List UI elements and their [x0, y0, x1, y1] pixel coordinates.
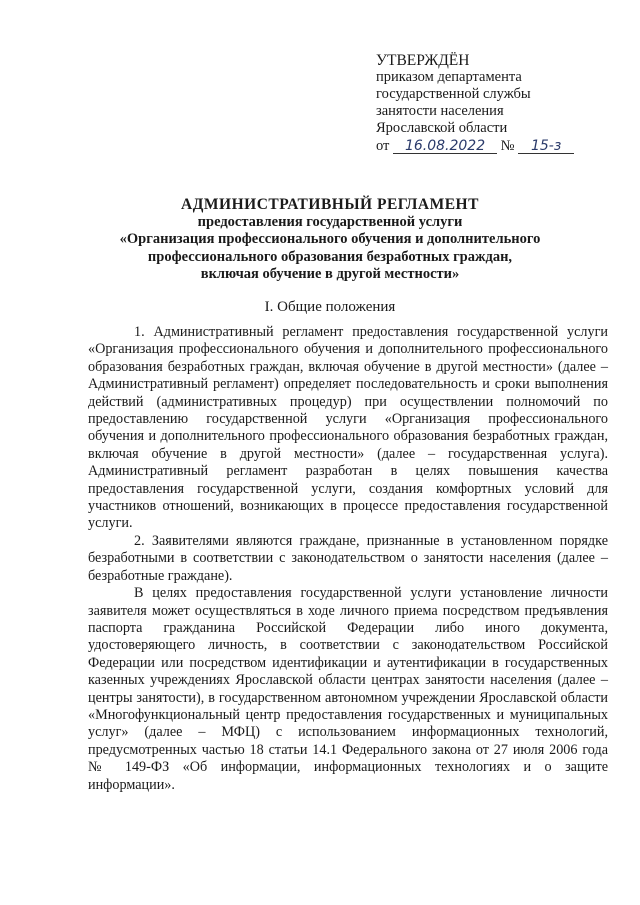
approval-line: Ярославской области	[376, 120, 508, 136]
date-prefix: от	[376, 138, 390, 154]
body-paragraph: 1. Административный регламент предоставления государственной услуги «Организация профессионального обучения и дополнительного профессионального образования безработных граждан, включая обучение в другой местности» (далее – Административный регламент) определяет последовательность и сроки выполнения действий (административных процедур) при осуществлении полномочий по предоставлению государственной услуги «Организация профессионального обучения и дополнительного профессионального образования безработных граждан, включая обучение в другой местности» (далее – государственная услуга). Административный регламент разработан в целях повышения качества предоставления государственной услуги, создания комфортных условий для участников отношений, возникающих в процессе предоставления государственной услуги.	[88, 324, 608, 532]
title-line: предоставления государственной услуги	[197, 213, 463, 230]
approval-line: государственной службы	[376, 86, 531, 102]
body-paragraph: В целях предоставления государственной услуги установление личности заявителя может осуществляться в ходе личного приема посредством предъявления паспорта гражданина Российской Федерации либо иного документа, удостоверяющего личность, в соответствии с законодательством Российской Федерации или посредством идентификации и аутентификации в государственных казенных учреждениях Ярославской области центрах занятости населения (далее – центры занятости), в государственном автономном учреждении Ярославской области «Многофункциональный центр предоставления государственных и муниципальных услуг» (далее – МФЦ) с использованием информационных технологий, предусмотренных частью 18 статьи 14.1 Федерального закона от 27 июля 2006 года № 149-ФЗ «Об информации, информационных технологиях и о защите информации».	[88, 585, 608, 793]
approval-line: занятости населения	[376, 103, 504, 119]
body-paragraph: 2. Заявителями являются граждане, признанные в установленном порядке безработными в соответствии с законодательством о занятости населения (далее – безработные граждане).	[88, 532, 608, 584]
approval-heading: УТВЕРЖДЁН	[376, 52, 470, 69]
approval-line: приказом департамента	[376, 69, 522, 85]
section-heading: I. Общие положения	[264, 299, 396, 315]
approval-date-number-row	[376, 138, 616, 155]
handwritten-date: 16.08.2022	[393, 139, 497, 154]
number-prefix: №	[500, 138, 515, 154]
title-line: профессионального образования безработных граждан,	[147, 248, 513, 265]
title-line: АДМИНИСТРАТИВНЫЙ РЕГЛАМЕНТ	[181, 196, 479, 213]
approval-stamp-block	[376, 52, 616, 155]
handwritten-number: 15-з	[518, 139, 574, 154]
title-line: включая обучение в другой местности»	[200, 266, 460, 282]
title-line: «Организация профессионального обучения и дополнительного	[119, 231, 541, 247]
document-body	[88, 324, 608, 794]
document-title	[90, 196, 570, 284]
